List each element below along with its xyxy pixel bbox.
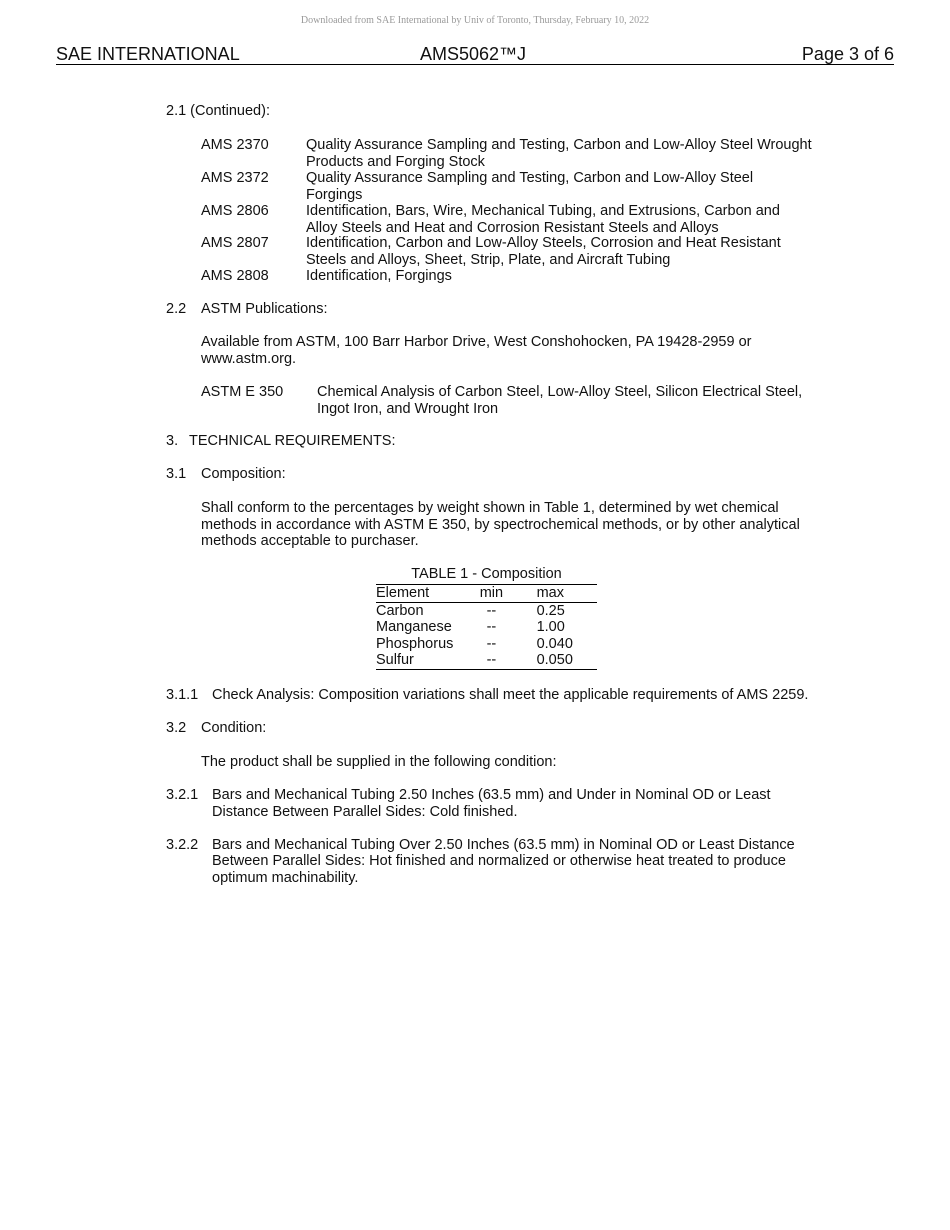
table-cell: -- (486, 602, 497, 619)
section-3-2-number: 3.2 (166, 720, 187, 736)
section-3-title: TECHNICAL REQUIREMENTS: (189, 433, 396, 449)
table-header-cell: max (504, 585, 597, 603)
table-row (376, 619, 597, 636)
section-3-number: 3. (166, 433, 179, 449)
page-header (56, 44, 894, 65)
table-caption: TABLE 1 - Composition (411, 566, 562, 582)
reference-code: AMS 2806 (201, 203, 269, 219)
cold-finished-line-1: Bars and Mechanical Tubing 2.50 Inches (63.5 mm) and Under in Nominal OD or Least (212, 787, 771, 803)
table-row (376, 652, 597, 669)
composition-table (376, 566, 597, 670)
reference-code: AMS 2372 (201, 170, 269, 186)
reference-description: Quality Assurance Sampling and Testing, Carbon and Low-Alloy Steel Forgings (306, 170, 754, 203)
condition-paragraph: The product shall be supplied in the following condition: (201, 754, 557, 770)
composition-table-grid (376, 584, 597, 670)
section-3-1-number: 3.1 (166, 466, 187, 482)
table-row (376, 636, 597, 653)
section-2-2-number: 2.2 (166, 301, 187, 317)
reference-description: Identification, Forgings (306, 268, 452, 284)
table-cell: Manganese (376, 619, 452, 635)
reference-description: Identification, Bars, Wire, Mechanical Tubing, and Extrusions, Carbon and Alloy Steels and Heat and Corrosion Resistant Steels and Alloys (306, 203, 780, 236)
composition-paragraph: Shall conform to the percentages by weight shown in Table 1, determined by wet chemical methods in accordance with ASTM E 350, by spectrochemical methods, or by other analytical methods acceptable to purchaser. (201, 500, 800, 549)
table-header-cell: Element (376, 585, 479, 603)
astm-availability-text: Available from ASTM, 100 Barr Harbor Drive, West Conshohocken, PA 19428-2959 or www.astm.org. (201, 334, 752, 367)
table-header-row (376, 585, 597, 603)
reference-description: Quality Assurance Sampling and Testing, Carbon and Low-Alloy Steel Wrought Products and Forging Stock (306, 137, 812, 170)
table-cell: -- (486, 635, 497, 652)
section-2-1-title: 2.1 (Continued): (166, 103, 270, 119)
table-cell: 0.040 (536, 635, 573, 652)
table-row (376, 602, 597, 619)
table-cell: -- (486, 619, 497, 635)
section-3-2-title: Condition: (201, 720, 267, 736)
hot-finished-line-3: optimum machinability. (212, 870, 359, 886)
reference-code: AMS 2370 (201, 137, 269, 153)
download-notice: Downloaded from SAE International by Univ of Toronto, Thursday, February 10, 2022 (300, 15, 650, 26)
header-doc-number: AMS5062™J (420, 44, 527, 64)
section-3-1-title: Composition: (201, 466, 286, 482)
hot-finished-line-2: Between Parallel Sides: Hot finished and normalized or otherwise heat treated to produce (212, 853, 786, 869)
section-3-2-1-number: 3.2.1 (166, 787, 199, 803)
table-cell: 0.050 (504, 652, 597, 669)
section-3-1-1-number: 3.1.1 (166, 687, 199, 703)
table-cell: Phosphorus (376, 635, 454, 652)
hot-finished-line-1: Bars and Mechanical Tubing Over 2.50 Inches (63.5 mm) in Nominal OD or Least Distance (212, 837, 795, 853)
table-cell: 0.25 (536, 602, 565, 619)
header-org: SAE INTERNATIONAL (56, 44, 240, 64)
table-cell: 1.00 (536, 619, 565, 635)
reference-code: AMS 2808 (201, 268, 269, 284)
table-cell: Carbon (376, 602, 424, 619)
reference-code: AMS 2807 (201, 235, 269, 251)
reference-description: Chemical Analysis of Carbon Steel, Low-Alloy Steel, Silicon Electrical Steel, Ingot Iron, and Wrought Iron (317, 384, 803, 417)
reference-description: Identification, Carbon and Low-Alloy Steels, Corrosion and Heat Resistant Steels and Alloys, Sheet, Strip, Plate, and Aircraft Tubing (306, 235, 781, 268)
table-header-cell: min (479, 585, 504, 601)
table-cell: -- (479, 652, 503, 669)
table-cell: Sulfur (376, 652, 479, 669)
reference-code: ASTM E 350 (201, 384, 284, 400)
section-2-2-title: ASTM Publications: (201, 301, 328, 317)
header-page-number: Page 3 of 6 (801, 44, 894, 64)
check-analysis-text: Check Analysis: Composition variations shall meet the applicable requirements of AMS 2259. (212, 687, 809, 703)
cold-finished-line-2: Distance Between Parallel Sides: Cold finished. (212, 804, 518, 820)
section-3-2-2-number: 3.2.2 (166, 837, 199, 853)
